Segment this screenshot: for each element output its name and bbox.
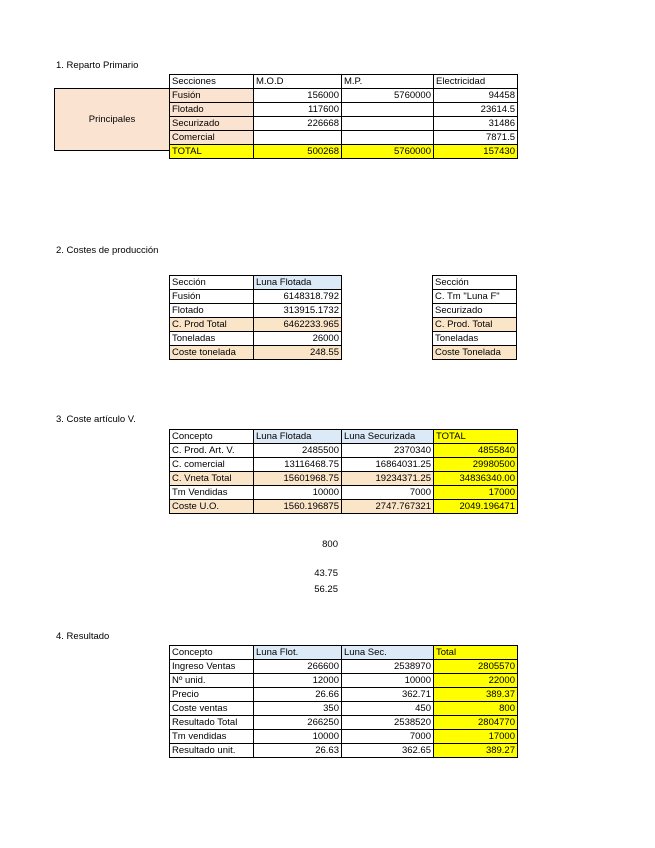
cell: 350 [254,702,342,716]
row-label: Flotado [170,304,254,318]
cell: 2485500 [254,444,342,458]
table-row [170,346,342,360]
table-row [170,131,518,145]
header-cell: Luna Flotada [254,276,342,290]
header-cell: Luna Flotada [254,430,342,444]
row-label: Fusión [170,290,254,304]
row-label: Tm vendidas [170,730,254,744]
cell: 226668 [254,117,342,131]
header-cell: Total [434,646,518,660]
section-2-title: 2. Costes de producción [56,245,159,256]
cell: Toneladas [433,332,517,346]
total-cell: 500268 [254,145,342,159]
row-label: C. Prod Total [170,318,254,332]
cell [254,131,342,145]
table-row [433,346,517,360]
table-row [170,103,518,117]
table-row [170,688,518,702]
cell: 5760000 [342,89,434,103]
header-cell: M.P. [342,75,434,89]
total-row [170,145,518,159]
table-row [170,744,518,758]
row-label: Coste ventas [170,702,254,716]
row-label: Resultado unit. [170,744,254,758]
cell: 2370340 [342,444,434,458]
resultado-table [169,645,518,758]
cell [342,131,434,145]
total-cell: 800 [434,702,518,716]
row-label: Toneladas [170,332,254,346]
row-label: Tm Vendidas [170,486,254,500]
header-cell: Electricidad [434,75,518,89]
cell: Coste Tonelada [433,346,517,360]
cell: 23614.5 [434,103,518,117]
row-label: Fusión [170,89,254,103]
row-label: C. comercial [170,458,254,472]
total-cell: 389.27 [434,744,518,758]
cell: 10000 [254,730,342,744]
total-cell: 2049.196471 [434,500,518,514]
cell: 19234371.25 [342,472,434,486]
total-cell: 2805570 [434,660,518,674]
cell: 26.63 [254,744,342,758]
table-row [170,117,518,131]
cell: 1560.196875 [254,500,342,514]
table-row [170,716,518,730]
total-cell: 4855840 [434,444,518,458]
table-row [170,318,342,332]
cell: 26.66 [254,688,342,702]
header-cell: Secciones [170,75,254,89]
header-cell: Sección [170,276,254,290]
cell: 13116468.75 [254,458,342,472]
cell: 248.55 [254,346,342,360]
table-row [170,702,518,716]
loose-value: 800 [322,539,338,550]
row-label: Resultado Total [170,716,254,730]
principales-merged-cell [54,88,170,151]
total-cell: 389.37 [434,688,518,702]
cell [342,103,434,117]
cell [342,117,434,131]
cell: 2538970 [342,660,434,674]
header-cell: TOTAL [434,430,518,444]
cell: 2747.767321 [342,500,434,514]
table-row [170,486,518,500]
section-1-title: 1. Reparto Primario [56,60,139,71]
cell: 117600 [254,103,342,117]
total-cell: 29980500 [434,458,518,472]
cell: C. Prod. Total [433,318,517,332]
header-cell: Concepto [170,646,254,660]
cell: 7871.5 [434,131,518,145]
header-cell: M.O.D [254,75,342,89]
row-label: C. Vneta Total [170,472,254,486]
cell: 26000 [254,332,342,346]
table-row [170,304,342,318]
cell: 2538520 [342,716,434,730]
total-cell: 17000 [434,486,518,500]
row-label: Flotado [170,103,254,117]
table-row [170,458,518,472]
row-label: Coste tonelada [170,346,254,360]
section-3-title: 3. Coste artículo V. [56,414,136,425]
row-label: Ingreso Ventas [170,660,254,674]
table-row [170,332,342,346]
table-row [433,332,517,346]
cell: 362.71 [342,688,434,702]
row-label: Precio [170,688,254,702]
table-header-row [170,276,342,290]
total-cell: 5760000 [342,145,434,159]
loose-value: 56.25 [314,584,338,595]
total-cell: 22000 [434,674,518,688]
table-header-row [170,430,518,444]
cell: 362.65 [342,744,434,758]
cell: C. Tm "Luna F" [433,290,517,304]
cell: 266600 [254,660,342,674]
row-label: Nº unid. [170,674,254,688]
total-cell: 2804770 [434,716,518,730]
row-label: Securizado [170,117,254,131]
table-row [170,444,518,458]
table-row [170,674,518,688]
header-cell: Luna Sec. [342,646,434,660]
header-cell: Luna Flot. [254,646,342,660]
total-label: TOTAL [170,145,254,159]
table-row [170,660,518,674]
cell: 266250 [254,716,342,730]
reparto-primario-table [169,74,518,159]
cell: 6148318.792 [254,290,342,304]
costes-produccion-table [169,275,342,360]
total-cell: 34836340.00 [434,472,518,486]
table-row [433,290,517,304]
cell: 10000 [254,486,342,500]
row-label: Comercial [170,131,254,145]
row-label: Coste U.O. [170,500,254,514]
table-row [170,89,518,103]
table-row [433,304,517,318]
total-cell: 17000 [434,730,518,744]
section-4-title: 4. Resultado [56,631,110,642]
cell: 313915.1732 [254,304,342,318]
cell: 15601968.75 [254,472,342,486]
table-row [433,276,517,290]
cell: 7000 [342,730,434,744]
loose-value: 43.75 [314,568,338,579]
cell: 12000 [254,674,342,688]
table-header-row [170,646,518,660]
principales-label: Principales [88,114,136,125]
cell: 94458 [434,89,518,103]
table-row [170,730,518,744]
cell: 7000 [342,486,434,500]
cell: 450 [342,702,434,716]
cell: 10000 [342,674,434,688]
total-cell: 157430 [434,145,518,159]
header-cell: Concepto [170,430,254,444]
cell: 31486 [434,117,518,131]
coste-articulo-table [169,429,518,514]
cell: 6462233.965 [254,318,342,332]
cell: 16864031.25 [342,458,434,472]
table-row [433,318,517,332]
securizado-table [432,275,517,360]
header-cell: Luna Securizada [342,430,434,444]
table-row [170,290,342,304]
cell: Securizado [433,304,517,318]
table-header-row [170,75,518,89]
cell: Sección [433,276,517,290]
table-row [170,500,518,514]
row-label: C. Prod. Art. V. [170,444,254,458]
cell: 156000 [254,89,342,103]
table-row [170,472,518,486]
